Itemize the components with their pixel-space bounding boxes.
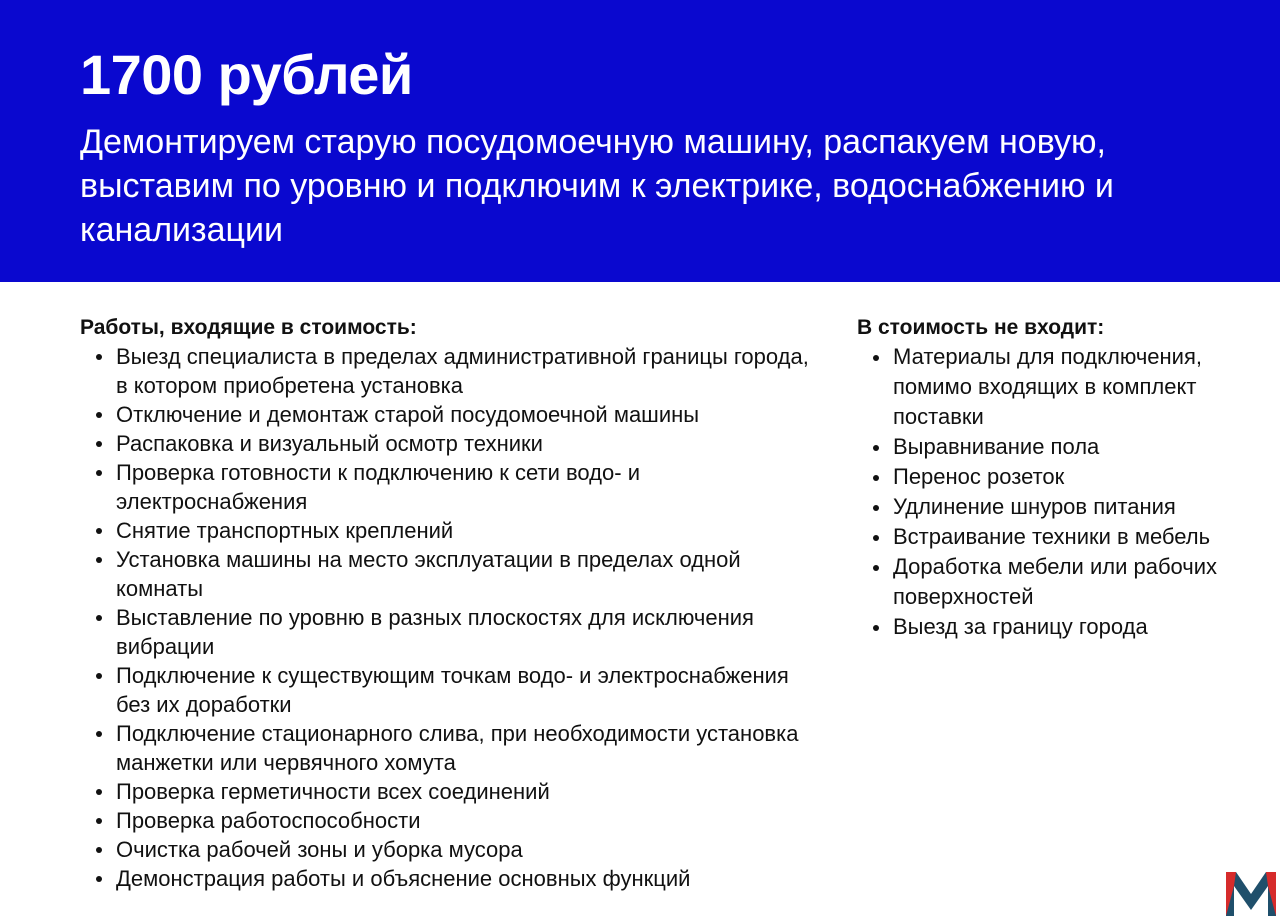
included-works-title: Работы, входящие в стоимость: — [80, 316, 417, 339]
list-item: Отключение и демонтаж старой посудомоечной машины — [80, 400, 820, 429]
excluded-works-section — [857, 313, 1252, 642]
list-item: Материалы для подключения, помимо входящих в комплект поставки — [857, 342, 1252, 432]
excluded-works-list — [857, 342, 1252, 642]
list-item: Выезд специалиста в пределах административной границы города, в котором приобретена установка — [80, 342, 820, 400]
list-item: Распаковка и визуальный осмотр техники — [80, 429, 820, 458]
list-item: Проверка работоспособности — [80, 806, 820, 835]
list-item: Доработка мебели или рабочих поверхностей — [857, 552, 1252, 612]
price-title: 1700 рублей — [80, 43, 413, 106]
excluded-works-title: В стоимость не входит: — [857, 316, 1105, 339]
m-logo-icon — [1226, 872, 1276, 916]
list-item: Проверка готовности к подключению к сети водо- и электроснабжения — [80, 458, 820, 516]
list-item: Демонстрация работы и объяснение основных функций — [80, 864, 820, 893]
list-item: Выставление по уровню в разных плоскостях для исключения вибрации — [80, 603, 820, 661]
list-item: Перенос розеток — [857, 462, 1252, 492]
list-item: Очистка рабочей зоны и уборка мусора — [80, 835, 820, 864]
list-item: Выравнивание пола — [857, 432, 1252, 462]
included-works-section — [80, 313, 820, 893]
list-item: Встраивание техники в мебель — [857, 522, 1252, 552]
service-description: Демонтируем старую посудомоечную машину, распакуем новую, выставим по уровню и подключим к электрике, водоснабжению и канализации — [80, 123, 1114, 249]
list-item: Проверка герметичности всех соединений — [80, 777, 820, 806]
list-item: Установка машины на место эксплуатации в пределах одной комнаты — [80, 545, 820, 603]
list-item: Выезд за границу города — [857, 612, 1252, 642]
list-item: Подключение стационарного слива, при необходимости установка манжетки или червячного хомута — [80, 719, 820, 777]
list-item: Снятие транспортных креплений — [80, 516, 820, 545]
included-works-list — [80, 342, 820, 893]
list-item: Подключение к существующим точкам водо- и электроснабжения без их доработки — [80, 661, 820, 719]
price-banner — [0, 0, 1280, 282]
list-item: Удлинение шнуров питания — [857, 492, 1252, 522]
